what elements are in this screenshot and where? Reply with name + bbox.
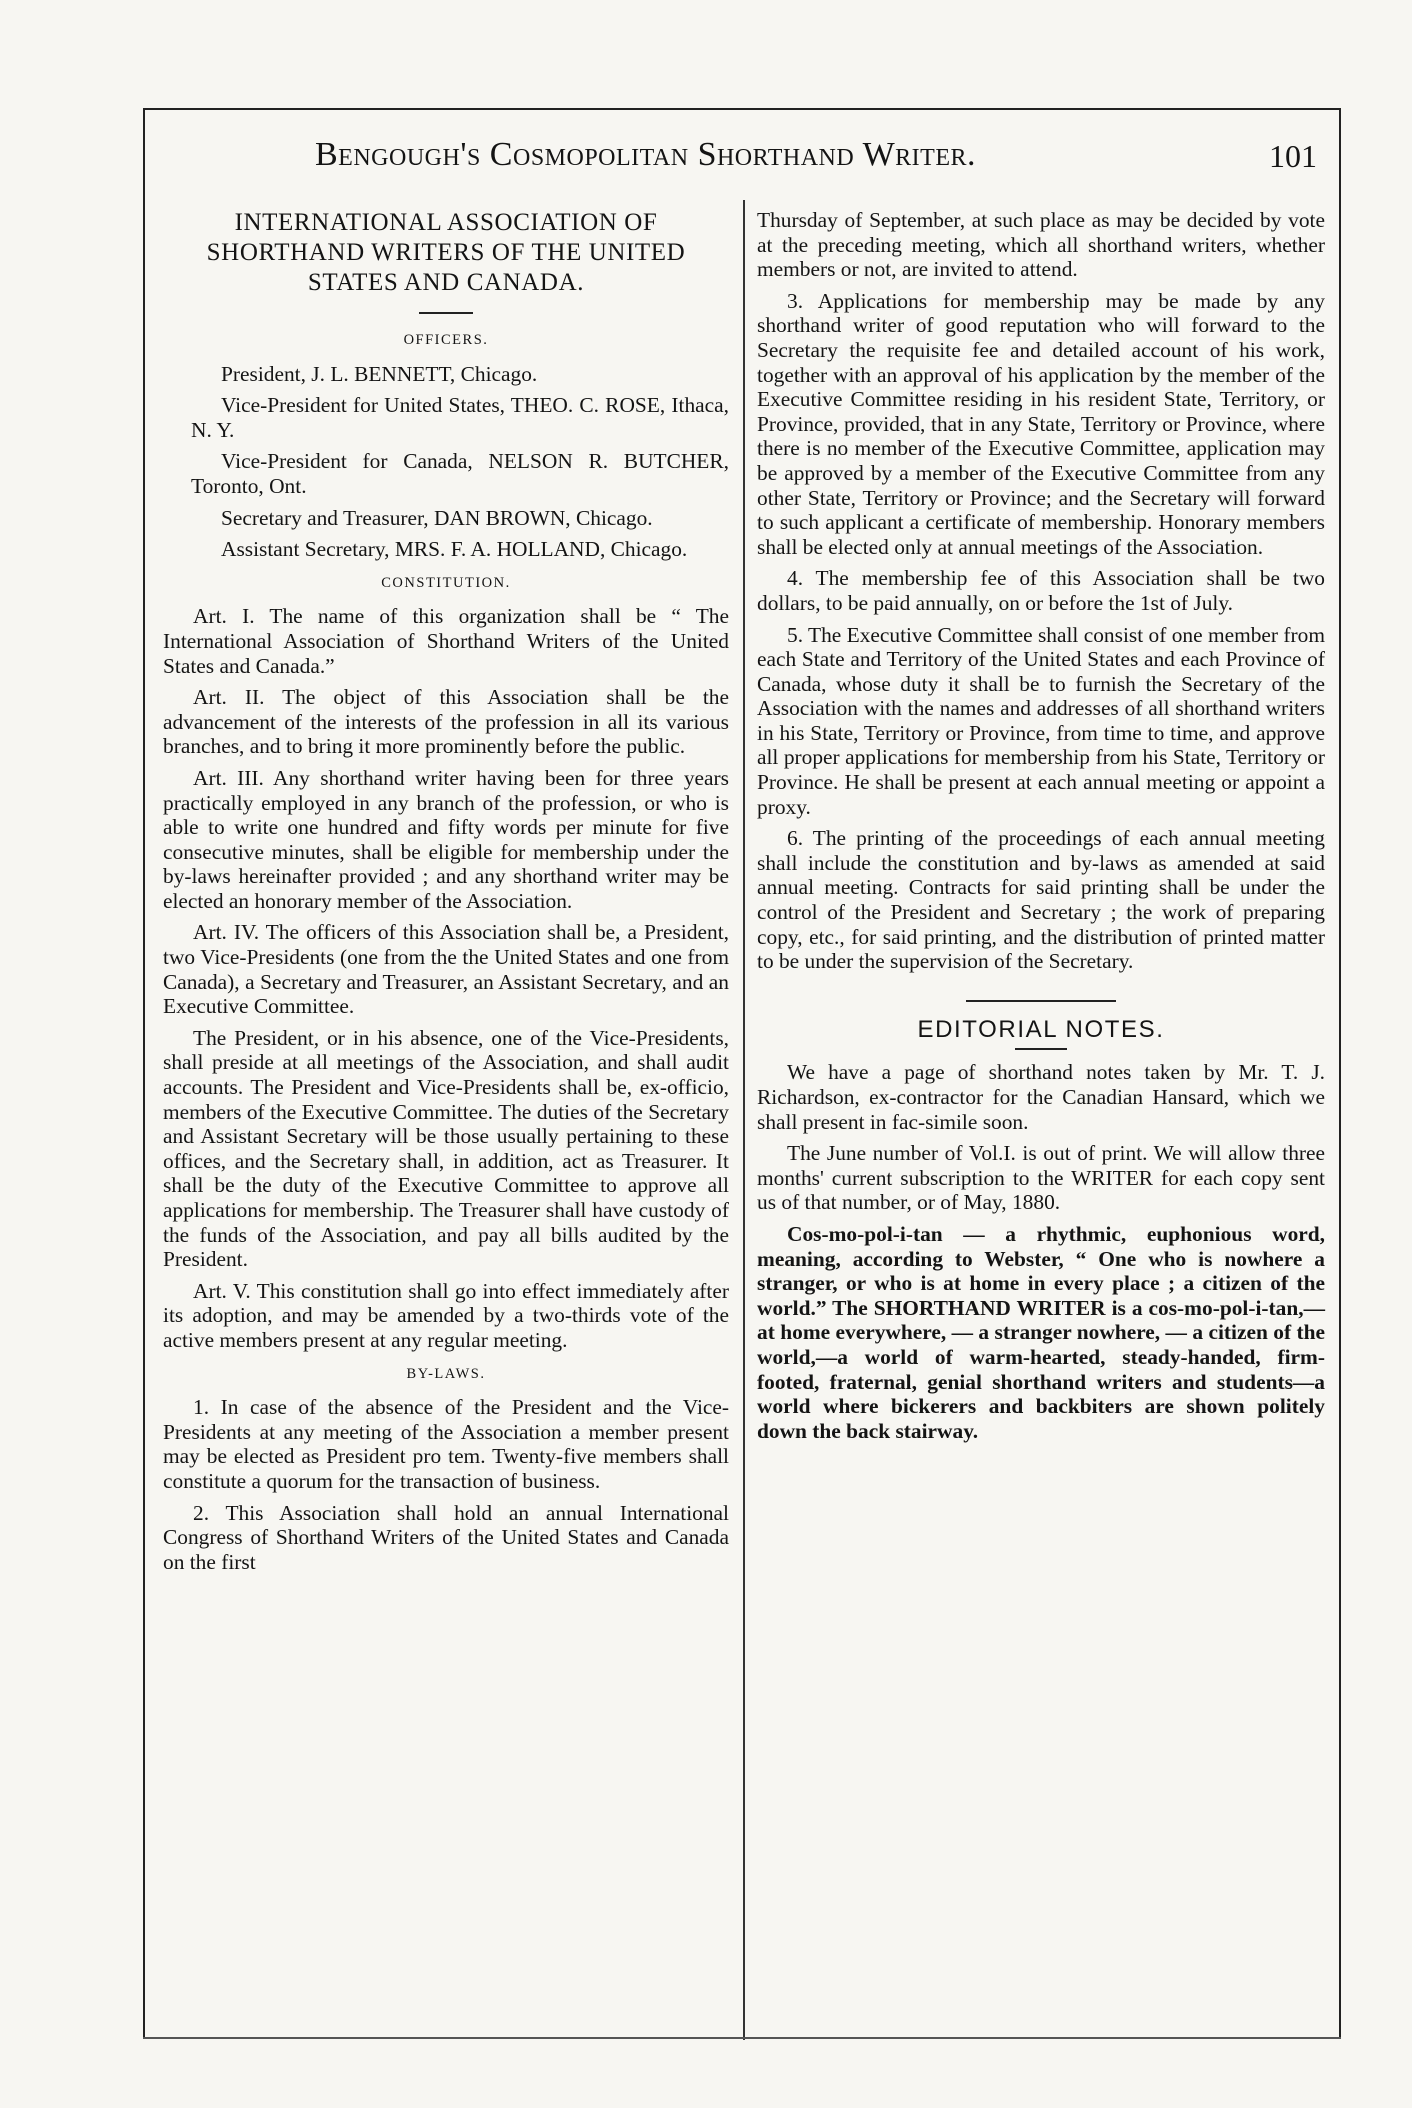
bylaw-2-continued: Thursday of September, at such place as may be decided by vote at the preceding meeting, which all shorthand writers, whether members or not, are invited to attend. bbox=[757, 208, 1325, 282]
article-title: INTERNATIONAL ASSOCIATION OF SHORTHAND WRITERS OF THE UNITED STATES AND CANADA. bbox=[206, 209, 686, 296]
bylaw-5: 5. The Executive Committee shall consist of one member from each State and Territory of the United States and each Province of Canada, whose duty it shall be to furnish the Secretary of the Association with the names and addresses of all shorthand writers in his State, Territory or Province, from time to time, and approve all proper applications for membership from his State, Territory or Province. He shall be present at each annual meeting or appoint a proxy. bbox=[757, 622, 1325, 819]
bylaw-4: 4. The membership fee of this Association shall be two dollars, to be paid annually, on or before the 1st of July. bbox=[757, 566, 1325, 615]
bylaw-1: 1. In case of the absence of the President and the Vice-Presidents at any meeting of the Association a member present may be elected as President pro tem. Twenty-five members shall constitute a quorum for the transaction of business. bbox=[163, 1395, 729, 1493]
article-4: Art. IV. The officers of this Association shall be, a President, two Vice-Presidents (one from the the United States and one from Canada), a Secretary and Treasurer, an Assistant Secretary, and an Executive Committee. bbox=[163, 920, 729, 1019]
editorial-rule bbox=[1015, 1048, 1067, 1050]
officer-president: President, J. L. BENNETT, Chicago. bbox=[221, 361, 538, 386]
bylaws-heading: BY-LAWS. bbox=[406, 1365, 486, 1382]
page-header bbox=[145, 110, 1339, 178]
right-column bbox=[757, 208, 1325, 1450]
officer-secretary-treasurer: Secretary and Treasurer, DAN BROWN, Chicago. bbox=[221, 505, 653, 530]
running-title: Bengough's Cosmopolitan Shorthand Writer. bbox=[315, 136, 976, 173]
column-divider bbox=[743, 200, 745, 2040]
bylaw-3: 3. Applications for membership may be made by any shorthand writer of good reputation who will forward to the Secretary the requisite fee and detailed account of his work, together with an approval of his application by the member of the Executive Committee residing in his resident State, Territory, or Province, provided, that in any State, Territory or Province, where there is no member of the Executive Committee, application may be approved by a member of the Executive Committee from any other State, Territory or Province; and the Secretary will forward to such applicant a certificate of membership. Honorary members shall be elected only at annual meetings of the Association. bbox=[757, 288, 1325, 559]
officer-assistant-secretary: Assistant Secretary, MRS. F. A. HOLLAND, Chicago. bbox=[221, 537, 688, 562]
officer-vice-president-us: Vice-President for United States, THEO. C. ROSE, Ithaca, N. Y. bbox=[191, 393, 729, 442]
editorial-note-1: We have a page of shorthand notes taken by Mr. T. J. Richardson, ex-contractor for the Canadian Hansard, which we shall present in fac-simile soon. bbox=[757, 1060, 1325, 1134]
frame-bottom-edge bbox=[143, 2037, 1341, 2039]
page-number: 101 bbox=[1269, 138, 1317, 174]
article-3: Art. III. Any shorthand writer having been for three years practically employed in any branch of the profession, or who is able to write one hundred and fifty words per minute for five consecutive minutes, shall be eligible for membership under the by-laws hereinafter provided ; and any shorthand writer may be elected an honorary member of the Association. bbox=[163, 765, 729, 913]
editorial-heading: EDITORIAL NOTES. bbox=[917, 1015, 1165, 1043]
officer-vice-president-canada: Vice-President for Canada, NELSON R. BUTCHER, Toronto, Ont. bbox=[191, 449, 729, 498]
editorial-note-2: The June number of Vol.I. is out of print. We will allow three months' current subscription to the WRITER for each copy sent us of that number, or of May, 1880. bbox=[757, 1141, 1325, 1215]
article-4-continued: The President, or in his absence, one of the Vice-Presidents, shall preside at all meetings of the Association, and shall audit accounts. The President and Vice-Presidents shall be, ex-officio, members of the Executive Committee. The duties of the Secretary and Assistant Secretary will be those usually pertaining to these offices, and the Secretary shall, in addition, act as Treasurer. It shall be the duty of the Executive Committee to approve all applications for membership. The Treasurer shall have custody of the funds of the Association, and pay all bills audited by the President. bbox=[163, 1025, 729, 1272]
article-1: Art. I. The name of this organization shall be “ The International Association of Shorthand Writers of the United States and Canada.” bbox=[163, 604, 729, 678]
bylaw-2: 2. This Association shall hold an annual International Congress of Shorthand Writers of the United States and Canada on the first bbox=[163, 1500, 729, 1574]
article-5: Art. V. This constitution shall go into effect immediately after its adoption, and may be amended by a two-thirds vote of the active members present at any regular meeting. bbox=[163, 1278, 729, 1352]
bylaw-6: 6. The printing of the proceedings of each annual meeting shall include the constitution and by-laws as amended at said annual meeting. Contracts for said printing shall be under the control of the President and Secretary ; the work of preparing copy, etc., for said printing, and the distribution of printed matter to be under the supervision of the Secretary. bbox=[757, 826, 1325, 974]
title-rule bbox=[419, 312, 473, 314]
constitution-heading: CONSTITUTION. bbox=[381, 574, 511, 591]
page-frame bbox=[143, 108, 1341, 2038]
article-2: Art. II. The object of this Association shall be the advancement of the interests of the profession in all its various branches, and to bring it more prominently before the public. bbox=[163, 685, 729, 759]
officers-heading: OFFICERS. bbox=[403, 332, 489, 348]
editorial-note-3: Cos-mo-pol-i-tan — a rhythmic, euphonious word, meaning, according to Webster, “ One who is nowhere a stranger, or who is at home in every place ; a citizen of the world.” The SHORTHAND WRITER is a cos-mo-pol-i-tan,—at home everywhere, — a stranger nowhere, — a citizen of the world,—a world of warm-hearted, steady-handed, firm-footed, fraternal, genial shorthand writers and students—a world where bickerers and backbiters are shown politely down the back stairway. bbox=[757, 1221, 1325, 1443]
section-rule bbox=[966, 1000, 1116, 1002]
left-column bbox=[163, 208, 729, 1581]
